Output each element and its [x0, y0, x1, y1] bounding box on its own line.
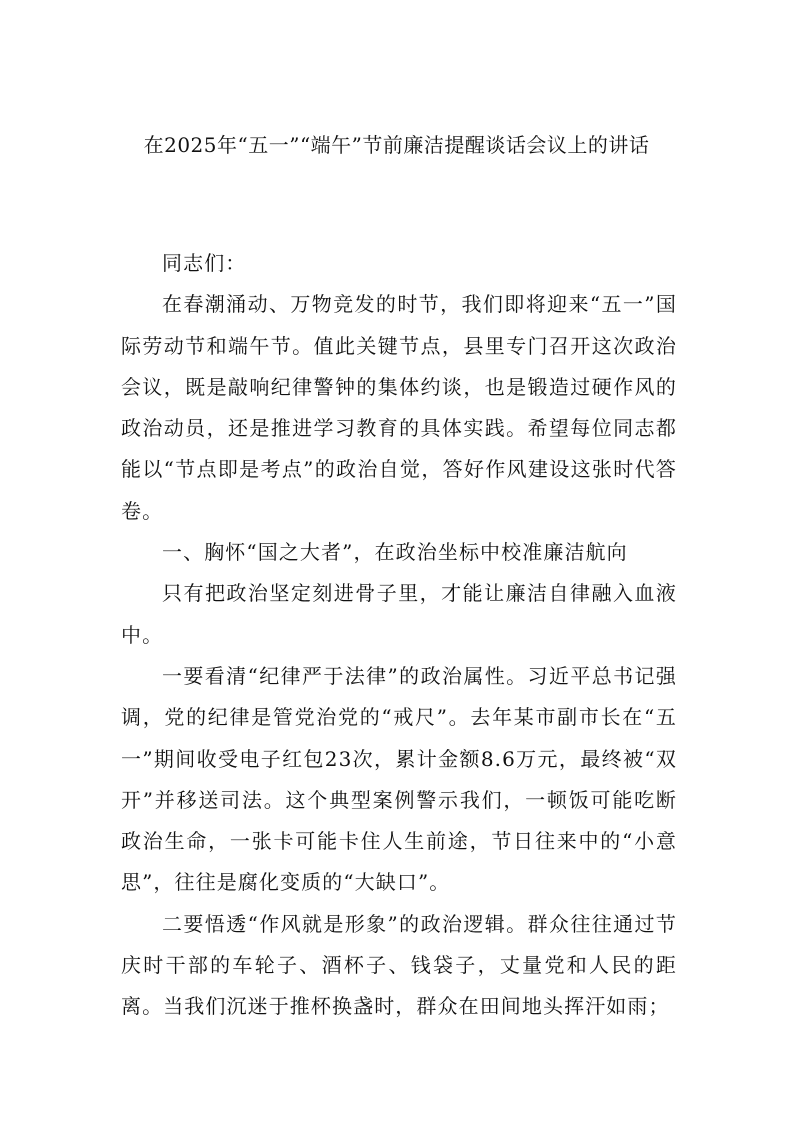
document-title: 在2025年“五一”“端午”节前廉洁提醒谈话会议上的讲话 — [143, 133, 650, 157]
salutation: 同志们： — [162, 251, 247, 275]
paragraph-point-2: 二要悟透“作风就是形象”的政治逻辑。群众往往通过节庆时干部的车轮子、酒杯子、钱袋子，丈量党和人民的距离。当我们沉迷于推杯换盏时，群众在田间地头挥汗如雨； — [121, 911, 677, 1019]
paragraph-point-1: 一要看清“纪律严于法律”的政治属性。习近平总书记强调，党的纪律是管党治党的“戒尺”。去年某市副市长在“五一”期间收受电子红包23次，累计金额8.6万元，最终被“双开”并移送司法。这个典型案例警示我们，一顿饭可能吃断政治生命，一张卡可能卡住人生前途，节日往来中的“小意思”，往往是腐化变质的“大缺口”。 — [121, 663, 677, 895]
section-heading-1: 一、胸怀“国之大者”，在政治坐标中校准廉洁航向 — [162, 540, 628, 565]
paragraph-intro: 在春潮涌动、万物竞发的时节，我们即将迎来“五一”国际劳动节和端午节。值此关键节点，县里专门召开这次政治会议，既是敲响纪律警钟的集体约谈，也是锻造过硬作风的政治动员，还是推进学习教育的具体实践。希望每位同志都能以“节点即是考点”的政治自觉，答好作风建设这张时代答卷。 — [121, 292, 677, 523]
document-body — [121, 243, 677, 1028]
paragraph-section-1-lead: 只有把政治坚定刻进骨子里，才能让廉洁自律融入血液中。 — [121, 581, 677, 647]
